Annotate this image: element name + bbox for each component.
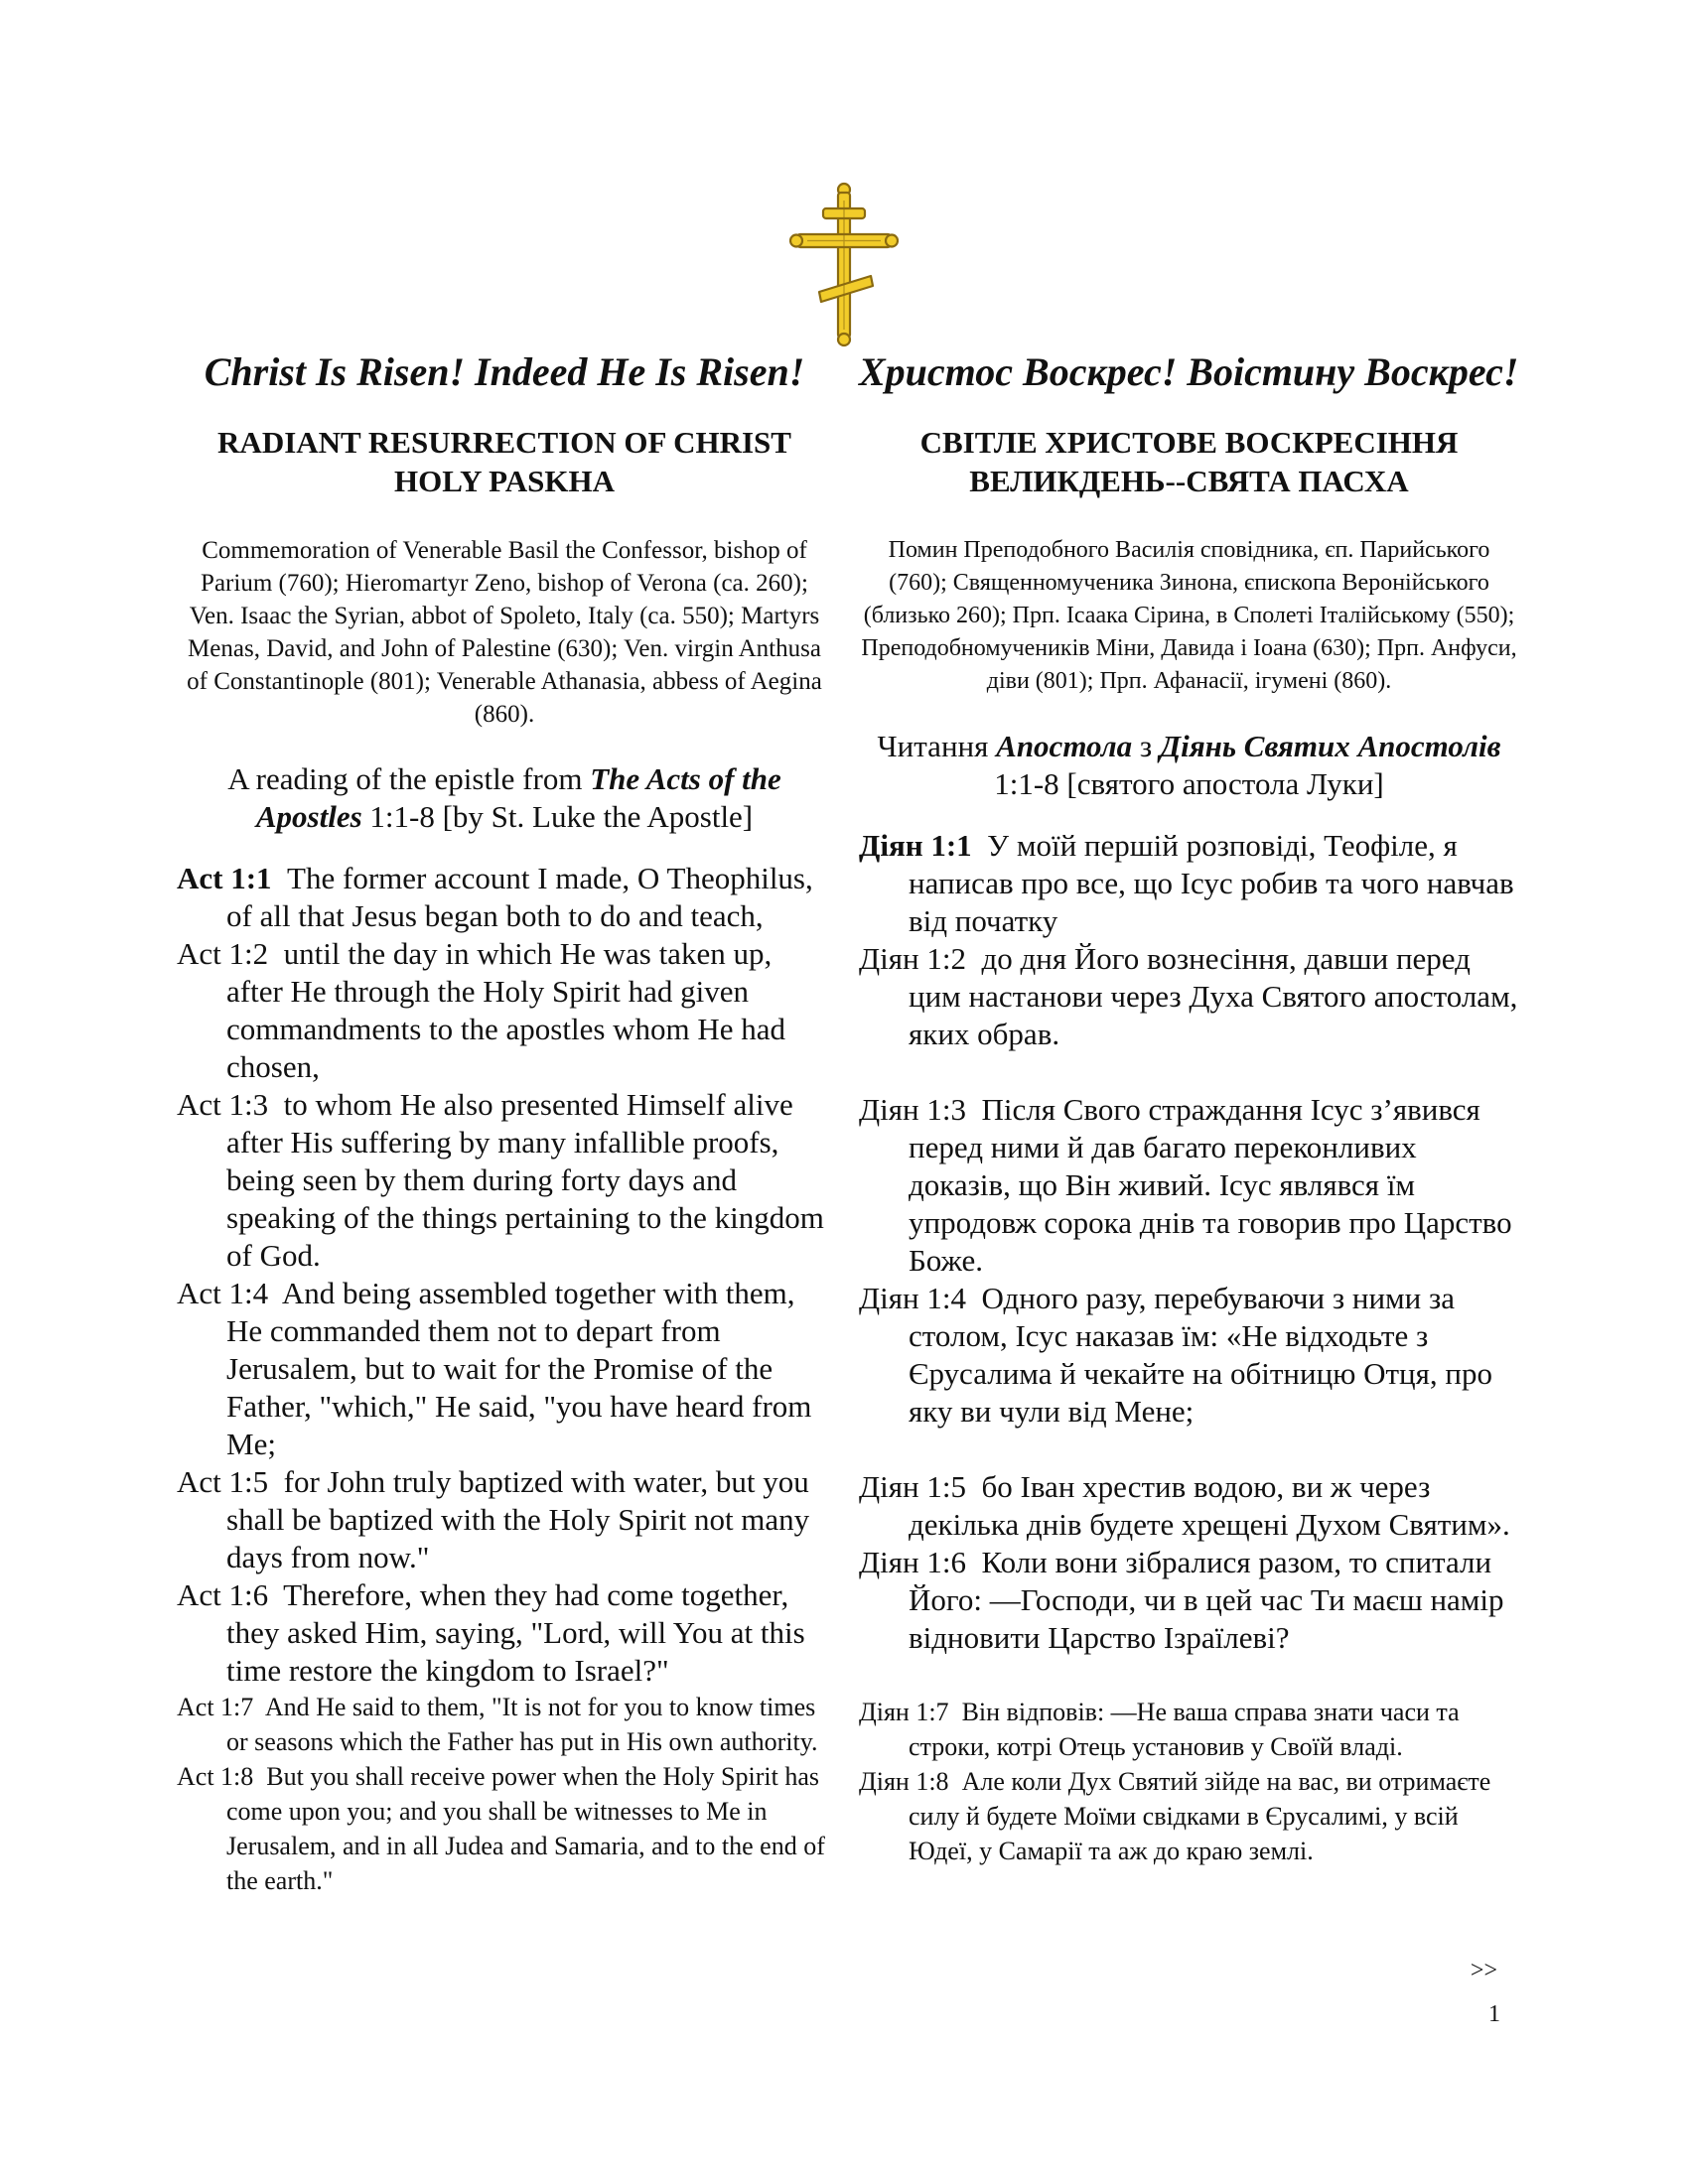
- spacer: [859, 1431, 1519, 1468]
- verse-item: [859, 1091, 1519, 1280]
- verse-item: [859, 940, 1519, 1053]
- continuation-marker: >>: [1470, 1958, 1497, 1983]
- reading-suffix: 1:1-8 [святого апостола Луки]: [994, 766, 1384, 801]
- verse-item: [859, 827, 1519, 940]
- verse-ref: Act 1:2: [177, 936, 284, 971]
- commemoration-ukrainian: Помин Преподобного Василія сповідника, єп. Парийського (760); Священномученика Зинона, єпископа Веронійського (близько 260); Прп. Ісаака Сірина, в Сполеті Італійському (550); Преподобномучеників Міни, Давида і Іоана (630); Прп. Анфуси, діви (801); Прп. Афанасії, ігумені (860).: [861, 537, 1517, 694]
- verse-ref: Діян 1:5: [859, 1469, 982, 1504]
- verse-text: У моїй першій розповіді, Теофіле, я написав про все, що Ісус робив та чого навчав від початку: [909, 828, 1514, 938]
- verse-ref: Діян 1:3: [859, 1092, 982, 1127]
- verse-ref: Act 1:6: [177, 1577, 284, 1612]
- verse-text: to whom He also presented Himself alive after His suffering by many infallible proofs, being seen by them during forty days and speaking of the things pertaining to the kingdom of God.: [226, 1087, 824, 1273]
- verse-ref: Act 1:5: [177, 1464, 284, 1499]
- feast-title-english: [177, 423, 832, 500]
- feast-title-line2: HOLY PASKHA: [394, 464, 615, 498]
- verse-item: [177, 1759, 832, 1898]
- verse-text: But you shall receive power when the Holy Spirit has come upon you; and you shall be witnesses to Me in Jerusalem, and in all Judea and Samaria, and to the end of the earth.": [226, 1762, 825, 1895]
- ukrainian-column: [859, 347, 1519, 1868]
- verse-item: [177, 860, 832, 935]
- verse-text: Коли вони зібралися разом, то спитали Його: ―Господи, чи в цей час Ти маєш намір відновити Царство Ізраїлеві?: [909, 1545, 1504, 1655]
- verse-list-ukrainian: [859, 827, 1519, 1868]
- verse-item: [177, 1463, 832, 1576]
- verse-text: And being assembled together with them, He commanded them not to depart from Jerusalem, but to wait for the Promise of the Father, "which," He said, "you have heard from Me;: [226, 1276, 812, 1461]
- verse-ref: Act 1:1: [177, 861, 288, 895]
- verse-ref: Діян 1:8: [859, 1767, 962, 1796]
- verse-item: [177, 1275, 832, 1463]
- verse-text: until the day in which He was taken up, after He through the Holy Spirit had given commandments to the apostles whom He had chosen,: [226, 936, 786, 1084]
- verse-item: [859, 1280, 1519, 1431]
- verse-item: [859, 1764, 1519, 1868]
- feast-title-line2: ВЕЛИКДЕНЬ--СВЯТА ПАСХА: [969, 464, 1409, 498]
- verse-item: [859, 1695, 1519, 1764]
- reading-prefix: A reading of the epistle from: [227, 761, 591, 796]
- verse-item: [177, 1086, 832, 1275]
- verse-item: [859, 1468, 1519, 1544]
- reading-suffix: 1:1-8 [by St. Luke the Apostle]: [361, 799, 754, 834]
- verse-text: And He said to them, "It is not for you to know times or seasons which the Father has put in His own authority.: [226, 1693, 818, 1756]
- english-column: [177, 347, 832, 1898]
- verse-item: [859, 1544, 1519, 1657]
- page-number: 1: [1488, 2001, 1500, 2027]
- spacer: [859, 1053, 1519, 1091]
- verse-text: до дня Його вознесіння, давши перед цим настанови через Духа Святого апостолам, яких обрав.: [909, 941, 1518, 1051]
- verse-item: [177, 1690, 832, 1759]
- reading-intro-ukrainian: [859, 728, 1519, 803]
- verse-item: [177, 935, 832, 1086]
- verse-ref: Act 1:7: [177, 1693, 265, 1721]
- verse-text: for John truly baptized with water, but you shall be baptized with the Holy Spirit not many days from now.": [226, 1464, 810, 1574]
- verse-text: Але коли Дух Святий зійде на вас, ви отримаєте силу й будете Моїми свідками в Єрусалимі, у всій Юдеї, у Самарії та аж до краю землі.: [909, 1767, 1491, 1865]
- greeting-english: Christ Is Risen! Indeed He Is Risen!: [204, 349, 805, 394]
- verse-text: The former account I made, O Theophilus, of all that Jesus began both to do and teach,: [226, 861, 813, 933]
- verse-text: Therefore, when they had come together, they asked Him, saying, "Lord, will You at this time restore the kingdom to Israel?": [226, 1577, 805, 1688]
- verse-ref: Act 1:4: [177, 1276, 282, 1310]
- verse-ref: Діян 1:6: [859, 1545, 982, 1579]
- greeting-ukrainian: Христос Воскрес! Воістину Воскрес!: [859, 349, 1519, 394]
- verse-ref: Діян 1:2: [859, 941, 982, 976]
- spacer: [859, 1657, 1519, 1695]
- verse-item: [177, 1576, 832, 1690]
- reading-prefix: Читання: [877, 729, 997, 763]
- reading-apostle: Апостола: [996, 729, 1133, 763]
- verse-text: бо Іван хрестив водою, ви ж через декілька днів будете хрещені Духом Святим».: [909, 1469, 1510, 1542]
- commemoration-english: Commemoration of Venerable Basil the Confessor, bishop of Parium (760); Hieromartyr Zeno, bishop of Verona (ca. 260); Ven. Isaac the Syrian, abbot of Spoleto, Italy (ca. 550); Martyrs Menas, David, and John of Palestine (630); Ven. virgin Anthusa of Constantinople (801); Venerable Athanasia, abbess of Aegina (860).: [187, 537, 822, 728]
- reading-intro-english: [177, 760, 832, 836]
- reading-book: The Acts of the Apostles: [255, 761, 781, 834]
- verse-ref: Діян 1:4: [859, 1281, 982, 1315]
- orthodox-cross-icon: [789, 181, 899, 349]
- verse-text: Одного разу, перебуваючи з ними за столом, Ісус наказав їм: «Не відходьте з Єрусалима й чекайте на обітницю Отця, про яку ви чули від Мене;: [909, 1281, 1492, 1429]
- verse-list-english: [177, 860, 832, 1898]
- verse-ref: Діян 1:7: [859, 1698, 962, 1726]
- feast-title-line1: СВІТЛЕ ХРИСТОВЕ ВОСКРЕСІННЯ: [919, 425, 1459, 460]
- verse-text: Він відповів: ―Не ваша справа знати часи та строки, котрі Отець установив у Своїй владі.: [909, 1698, 1460, 1761]
- feast-title-line1: RADIANT RESURRECTION OF CHRIST: [217, 425, 791, 460]
- feast-title-ukrainian: [859, 423, 1519, 500]
- verse-ref: Act 1:3: [177, 1087, 284, 1122]
- reading-book: Діянь Святих Апостолів: [1159, 729, 1501, 763]
- verse-ref: Діян 1:1: [859, 828, 988, 863]
- verse-text: Після Свого страждання Ісус з’явився перед ними й дав багато переконливих доказів, що Він живий. Ісус являвся їм упродовж сорока днів та говорив про Царство Боже.: [909, 1092, 1512, 1278]
- verse-ref: Act 1:8: [177, 1762, 267, 1791]
- reading-mid: з: [1132, 729, 1160, 763]
